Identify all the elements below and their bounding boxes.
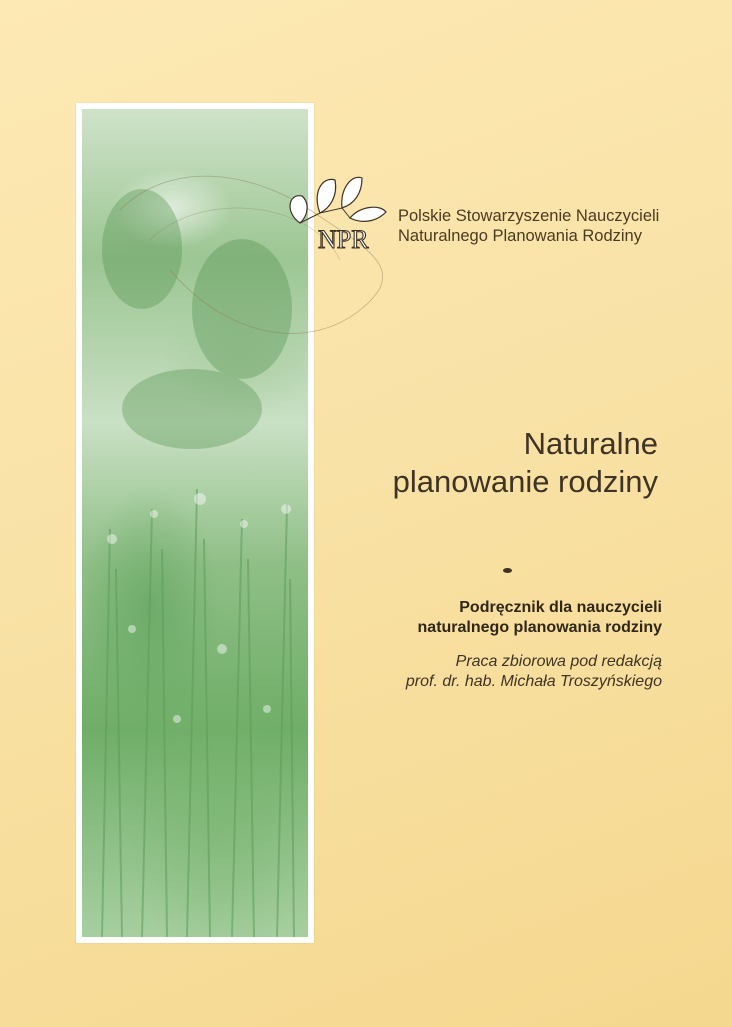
organization-name-line2: Naturalnego Planowania Rodziny xyxy=(398,227,642,245)
editor-credit-line2: prof. dr. hab. Michała Troszyńskiego xyxy=(405,673,662,690)
book-title xyxy=(393,425,658,501)
separator-dot xyxy=(503,568,512,573)
book-subtitle xyxy=(418,598,662,638)
editor-credit xyxy=(406,652,662,692)
book-subtitle-line1: Podręcznik dla nauczycieli xyxy=(459,599,662,616)
book-title-line1: Naturalne xyxy=(523,426,658,461)
book-subtitle-line2: naturalnego planowania rodziny xyxy=(417,619,662,636)
meadow-photo xyxy=(82,109,308,937)
book-title-line2: planowanie rodziny xyxy=(392,464,658,499)
meadow-grass-illustration xyxy=(82,109,308,937)
organization-name xyxy=(398,206,659,246)
editor-credit-line1: Praca zbiorowa pod redakcją xyxy=(455,653,662,670)
cover-photo-frame xyxy=(76,103,314,943)
organization-name-line1: Polskie Stowarzyszenie Nauczycieli xyxy=(398,207,660,225)
leaf-logo-icon xyxy=(280,168,390,258)
logo-text: NPR xyxy=(318,225,369,254)
